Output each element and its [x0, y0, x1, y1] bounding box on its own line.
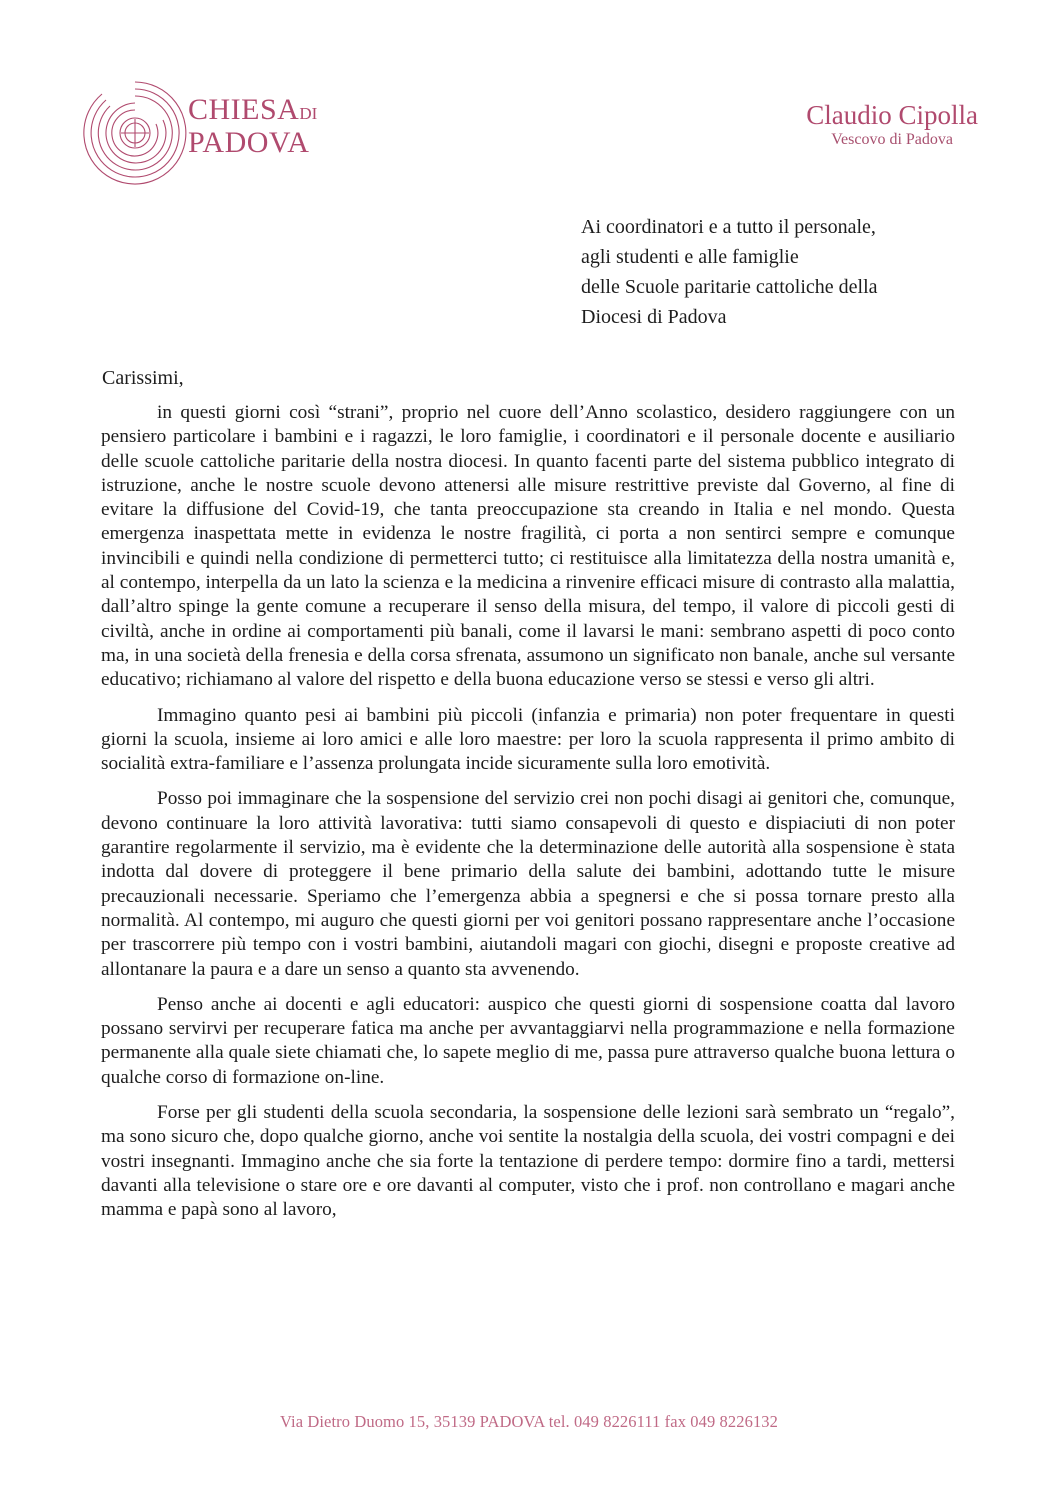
recipient-line: Ai coordinatori e a tutto il personale,	[581, 216, 876, 238]
body-paragraph: in questi giorni così “strani”, proprio nel cuore dell’Anno scolastico, desidero raggiungere con un pensiero particolare i bambini e i ragazzi, le loro famiglie, i coordinatori e il personale docente e ausiliario delle scuole cattoliche paritarie della nostra diocesi. In quanto facenti parte del sistema pubblico integrato di istruzione, anche le nostre scuole devono attenersi alle misure restrittive previste dal Governo, al fine di evitare la diffusione del Covid-19, che tanta preoccupazione sta creando in Italia e nel mondo. Questa emergenza inaspettata mette in evidenza le nostre fragilità, ci porta a non sentirci sempre e comunque invincibili e quindi nella condizione di permetterci tutto; ci restituisce alla limitatezza della nostra umanità e, al contempo, interpella da un lato la scienza e la medicina a rinvenire efficaci misure di contrasto alla malattia, dall’altro spinge la gente comune a recuperare il senso della misura, del tempo, il valore di piccoli gesti di civiltà, anche in ordine ai comportamenti più banali, come il lavarsi le mani: sembrano aspetti di poco conto ma, in una società della frenesia e della corsa sfrenata, assumono un significato non banale, anche sul versante educativo; richiamano al valore del rispetto e della buona educazione verso se stessi e verso gli altri.	[101, 402, 955, 691]
logo-line2: PADOVA	[188, 126, 310, 159]
salutation: Carissimi,	[102, 367, 184, 389]
logo-line1-small: DI	[299, 104, 318, 123]
body-paragraph: Penso anche ai docenti e agli educatori: auspico che questi giorni di sospensione coatta dal lavoro possano servirvi per recuperare fatica ma anche per avvantaggiarvi nella programmazione e nella formazione permanente alla quale siete chiamati che, lo sapete meglio di me, passa pure attraverso qualche buona lettura o qualche corso di formazione on-line.	[101, 993, 955, 1088]
body-paragraph: Immagino quanto pesi ai bambini più piccoli (infanzia e primaria) non poter frequentare in questi giorni la scuola, insieme ai loro amici e alle loro maestre: per loro la scuola rappresenta il primo ambito di socialità extra-familiare e l’assenza prolungata incide sicuramente sulla loro emotività.	[101, 704, 955, 775]
sender-name: Claudio Cipolla	[806, 100, 978, 130]
body-paragraph: Forse per gli studenti della scuola secondaria, la sospensione delle lezioni sarà sembrato un “regalo”, ma sono sicuro che, dopo qualche giorno, anche voi sentite la nostalgia della scuola, dei vostri compagni e dei vostri insegnanti. Immagino anche che sia forte la tentazione di perdere tempo: dormire fino a tardi, mettersi davanti alla televisione o stare ore e ore davanti al computer, visto che i prof. non controllano e magari anche mamma e papà sono al lavoro,	[101, 1102, 955, 1221]
recipient-block	[581, 212, 878, 332]
recipient-line: Diocesi di Padova	[581, 306, 727, 328]
chiesa-di-padova-logo	[80, 78, 320, 188]
recipient-line: agli studenti e alle famiglie	[581, 246, 799, 268]
logo-wordmark	[188, 95, 317, 157]
sender-role: Vescovo di Padova	[831, 131, 953, 148]
diocese-emblem-icon	[80, 78, 190, 188]
letter-body	[101, 401, 955, 1234]
sender-block	[806, 100, 978, 150]
footer-address: Via Dietro Duomo 15, 35139 PADOVA tel. 049 8226111 fax 049 8226132	[280, 1412, 778, 1431]
recipient-line: delle Scuole paritarie cattoliche della	[581, 276, 878, 298]
body-paragraph: Posso poi immaginare che la sospensione del servizio crei non pochi disagi ai genitori che, comunque, devono continuare la loro attività lavorativa: tutti siamo consapevoli di questo e dispiaciuti di non poter garantire regolarmente il servizio, ma è evidente che la determinazione delle autorità alla sospensione è stata indotta dal dovere di proteggere il bene primario della salute dei bambini, adottando tutte le misure precauzionali necessarie. Speriamo che l’emergenza abbia a spegnersi e che si possa tornare presto alla normalità. Al contempo, mi auguro che questi giorni per voi genitori possano rappresentare anche l’occasione per trascorrere più tempo con i vostri bambini, aiutandoli magari con giochi, disegni e proposte creative ad allontanare la paura e a dare un senso a quanto sta avvenendo.	[101, 788, 955, 980]
logo-line1: CHIESA	[188, 93, 300, 126]
